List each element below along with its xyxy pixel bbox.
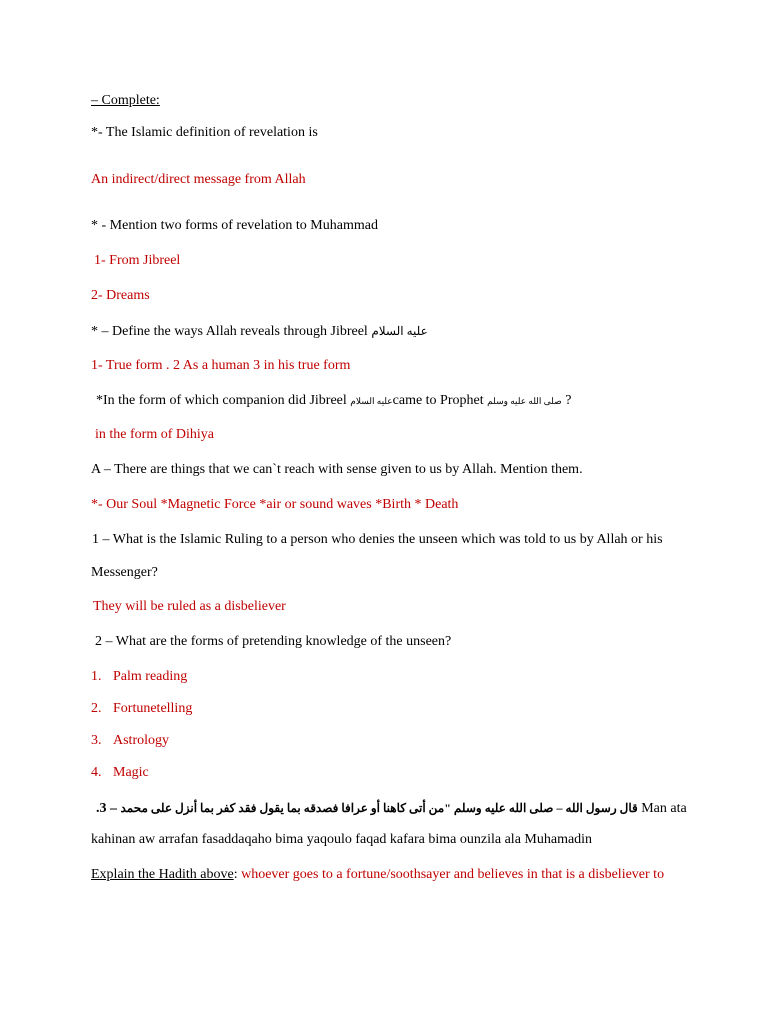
list-item [91,701,192,717]
question-mark: ? [565,393,572,408]
question-revelation-definition: *- The Islamic definition of revelation is [91,125,318,140]
question-unreachable-things: A – There are things that we can`t reach with sense given to us by Allah. Mention them. [91,462,583,477]
question-ruling-line-2: Messenger? [91,565,158,580]
list-text: Fortunetelling [113,701,193,716]
list-number: 4. [91,765,102,780]
explain-answer: whoever goes to a fortune/soothsayer and believes in that is a disbeliever to [241,867,665,882]
answer-unreachable-things: *- Our Soul *Magnetic Force *air or sound waves *Birth * Death [91,497,459,512]
list-text: Astrology [113,733,169,748]
list-number: 1. [91,669,102,684]
section-heading: – Complete: [91,93,160,108]
explain-label: Explain the Hadith above [91,867,234,882]
list-text: Magic [113,765,149,780]
question-text: * – Define the ways Allah reveals through Jibreel [91,324,368,339]
hadith-transliteration-start: Man ata [641,801,687,816]
question-pretending-knowledge: 2 – What are the forms of pretending knowledge of the unseen? [95,634,452,649]
answer-ways-through-jibreel: 1- True form . 2 As a human 3 in his true form [91,358,351,373]
hadith-arabic: قال رسول الله – صلى الله عليه وسلم "من أتى كاهنا أو عرافا فصدقه بما يقول فقد كفر بما أنزل على محمد [120,801,638,815]
arabic-honorific: عليه السلام [371,324,428,338]
hadith-line-1 [96,800,687,817]
list-item [91,733,169,749]
question-forms-of-revelation: * - Mention two forms of revelation to Muhammad [91,218,378,233]
answer-ruling: They will be ruled as a disbeliever [93,599,286,614]
hadith-number: .3 – [96,801,117,816]
list-number: 3. [91,733,102,748]
list-text: Palm reading [113,669,188,684]
question-middle: came to Prophet [392,393,484,408]
question-companion-form [96,393,572,409]
answer-revelation-definition: An indirect/direct message from Allah [91,172,306,187]
list-item [91,669,187,685]
arabic-honorific-jibreel: عليه السلام [350,396,393,406]
answer-form-2: 2- Dreams [91,288,150,303]
answer-companion-form: in the form of Dihiya [95,427,214,442]
question-ruling-line-1: 1 – What is the Islamic Ruling to a person who denies the unseen which was told to us by Allah or his [92,532,663,547]
answer-form-1: 1- From Jibreel [94,253,181,268]
explain-hadith [91,867,664,883]
arabic-honorific-prophet: صلى الله عليه وسلم [487,396,562,406]
list-number: 2. [91,701,102,716]
question-prefix: *In the form of which companion did Jibreel [96,393,347,408]
question-ways-through-jibreel [91,323,428,340]
explain-colon: : [233,867,238,882]
hadith-transliteration: kahinan aw arrafan fasaddaqaho bima yaqoulo faqad kafara bima ounzila ala Muhamadin [91,832,593,847]
list-item [91,765,149,781]
